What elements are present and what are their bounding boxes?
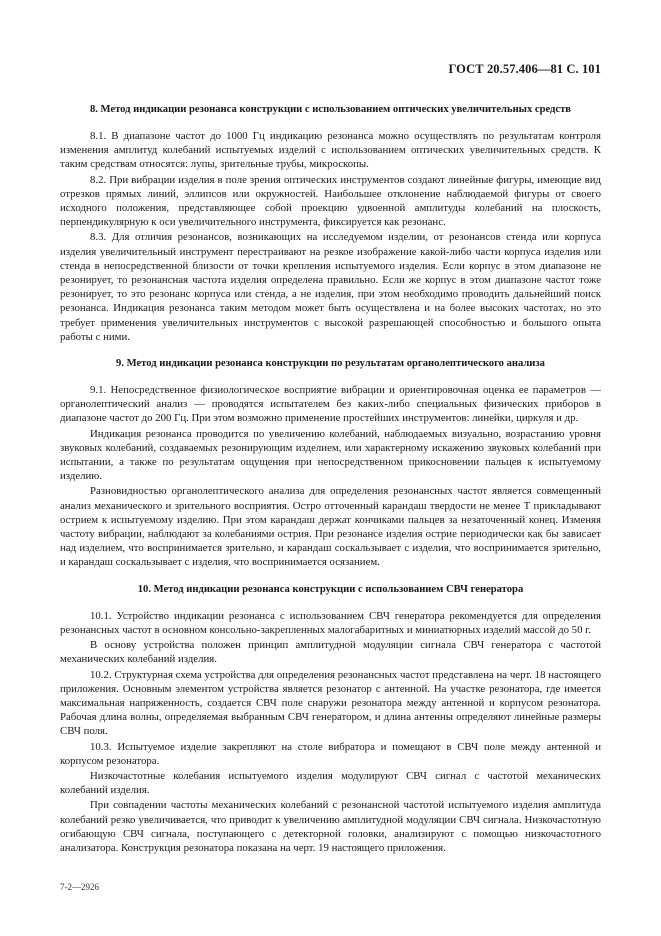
- section-10-paragraph-5: Низкочастотные колебания испытуемого изделия модулируют СВЧ сигнал с частотой механических колебаний изделия.: [60, 769, 601, 797]
- section-8-paragraph-1: 8.1. В диапазоне частот до 1000 Гц индикацию резонанса можно осуществлять по результатам контроля изменения амплитуд колебаний испытуемых изделий с использованием оптических увеличительных средств. К таким средствам относятся: лупы, зрительные трубы, микроскопы.: [60, 130, 601, 171]
- section-10-paragraph-1: 10.1. Устройство индикации резонанса с использованием СВЧ генератора рекомендуется для определения резонансных частот в основном консольно-закрепленных малогабаритных и миниатюрных изделий массой до 50 г.: [60, 609, 601, 636]
- page-header: ГОСТ 20.57.406—81 С. 101: [448, 62, 601, 76]
- section-10-paragraph-2: В основу устройства положен принцип амплитудной модуляции сигнала СВЧ генератора с частотой механических колебаний изделия.: [60, 639, 601, 666]
- section-9-paragraph-1: 9.1. Непосредственное физиологическое восприятие вибрации и ориентировочная оценка ее параметров — органолептический анализ — проводятся испытателем без каких-либо специальных физических приборов в диапазоне частот до 200 Гц. При этом возможно применение простейших инструментов: линейки, циркуля и др.: [60, 384, 601, 425]
- section-10-paragraph-4: 10.3. Испытуемое изделие закрепляют на столе вибратора и помещают в СВЧ поле между антенной и корпусом резонатора.: [60, 740, 601, 767]
- print-mark: 7-2—2926: [60, 882, 99, 892]
- section-8-paragraph-2: 8.2. При вибрации изделия в поле зрения оптических инструментов создают линейные фигуры, имеющие вид отрезков прямых линий, эллипсов или окружностей. Наибольшее отклонение наблюдаемой фигуры от своего исходного положения, представляющее собой проекцию удвоенной амплитуды колебаний на плоскость, перпендикулярную к оси увеличительного инструмента, фиксируется как резонанс.: [60, 173, 601, 229]
- section-gap: [60, 571, 601, 583]
- section-9-paragraph-3: Разновидностью органолептического анализа для определения резонансных частот является совмещенный анализ механического и зрительного восприятия. Остро отточенный карандаш твердости не менее Т прикладывают острием к испытуемому изделию. При этом карандаш держат кончиками пальцев за незаточенный конец. Изменяя частоту вибрации, наблюдают за колебаниями острия. При резонансе изделия острие периодически как бы зависает над изделием, что воспринимается зрительно, и карандаш соскальзывает с изделия, что воспринимается зрительно, и карандаш соскальзывает с изделия, что воспринимается осязанием.: [60, 485, 601, 569]
- section-10-paragraph-6: При совпадении частоты механических колебаний с резонансной частотой испытуемого изделия амплитуда колебаний резко увеличивается, что приводит к увеличению амплитудной модуляции СВЧ сигнала. Низкочастотную огибающую СВЧ сигнала, поступающего с детекторной головки, анализируют с помощью низкочастотного анализатора. Конструкция резонатора показана на черт. 19 настоящего приложения.: [60, 799, 601, 854]
- section-10-title: 10. Метод индикации резонанса конструкции с использованием СВЧ генератора: [137, 583, 524, 595]
- section-9-title: 9. Метод индикации резонанса конструкции по результатам органолептического анализа: [116, 358, 545, 370]
- section-10-paragraph-3: 10.2. Структурная схема устройства для определения резонансных частот представлена на черт. 18 настоящего приложения. Основным элементом устройства является резонатор с антенной. На участке резонатора, где имеется максимальная напряженность, создается СВЧ поле снаружи резонатора между антенной и корпусом резонатора. Рабочая длина волны, определяемая выбранным СВЧ генератором, и длина антенны определяют линейные размеры СВЧ поля.: [60, 668, 601, 738]
- section-gap: [60, 345, 601, 357]
- section-8-title: 8. Метод индикации резонанса конструкции с использованием оптических увеличительных средств: [89, 104, 572, 115]
- document-page: [60, 62, 601, 856]
- section-8-paragraph-3: 8.3. Для отличия резонансов, возникающих на исследуемом изделии, от резонансов стенда или корпуса изделия увеличительный инструмент перестраивают на резкое изображение какой-либо части корпуса изделия или стенда в непосредственной близости от точки крепления испытуемого изделия. Если корпус в этом диапазоне не резонирует, то резонансная частота изделия определена правильно. Если же корпус в этом диапазоне частот тоже резонирует, то это резонанс корпуса или стенда, а не изделия, при этом необходимо проводить дальнейший поиск резонанса. Индикация резонанса таким методом может быть осуществлена и на более высоких частотах, но это требует применения увеличительных инструментов с высокой разрешающей способностью и большого опыта работы с ними.: [60, 231, 601, 343]
- section-9-paragraph-2: Индикация резонанса проводится по увеличению колебаний, наблюдаемых визуально, возрастанию уровня звуковых колебаний, создаваемых резонирующим изделием, или характерному искажению звуковых колебаний при испытании, а также по результатам ощущения при непосредственном прикосновении пальцев к испытуемому изделию.: [60, 427, 601, 483]
